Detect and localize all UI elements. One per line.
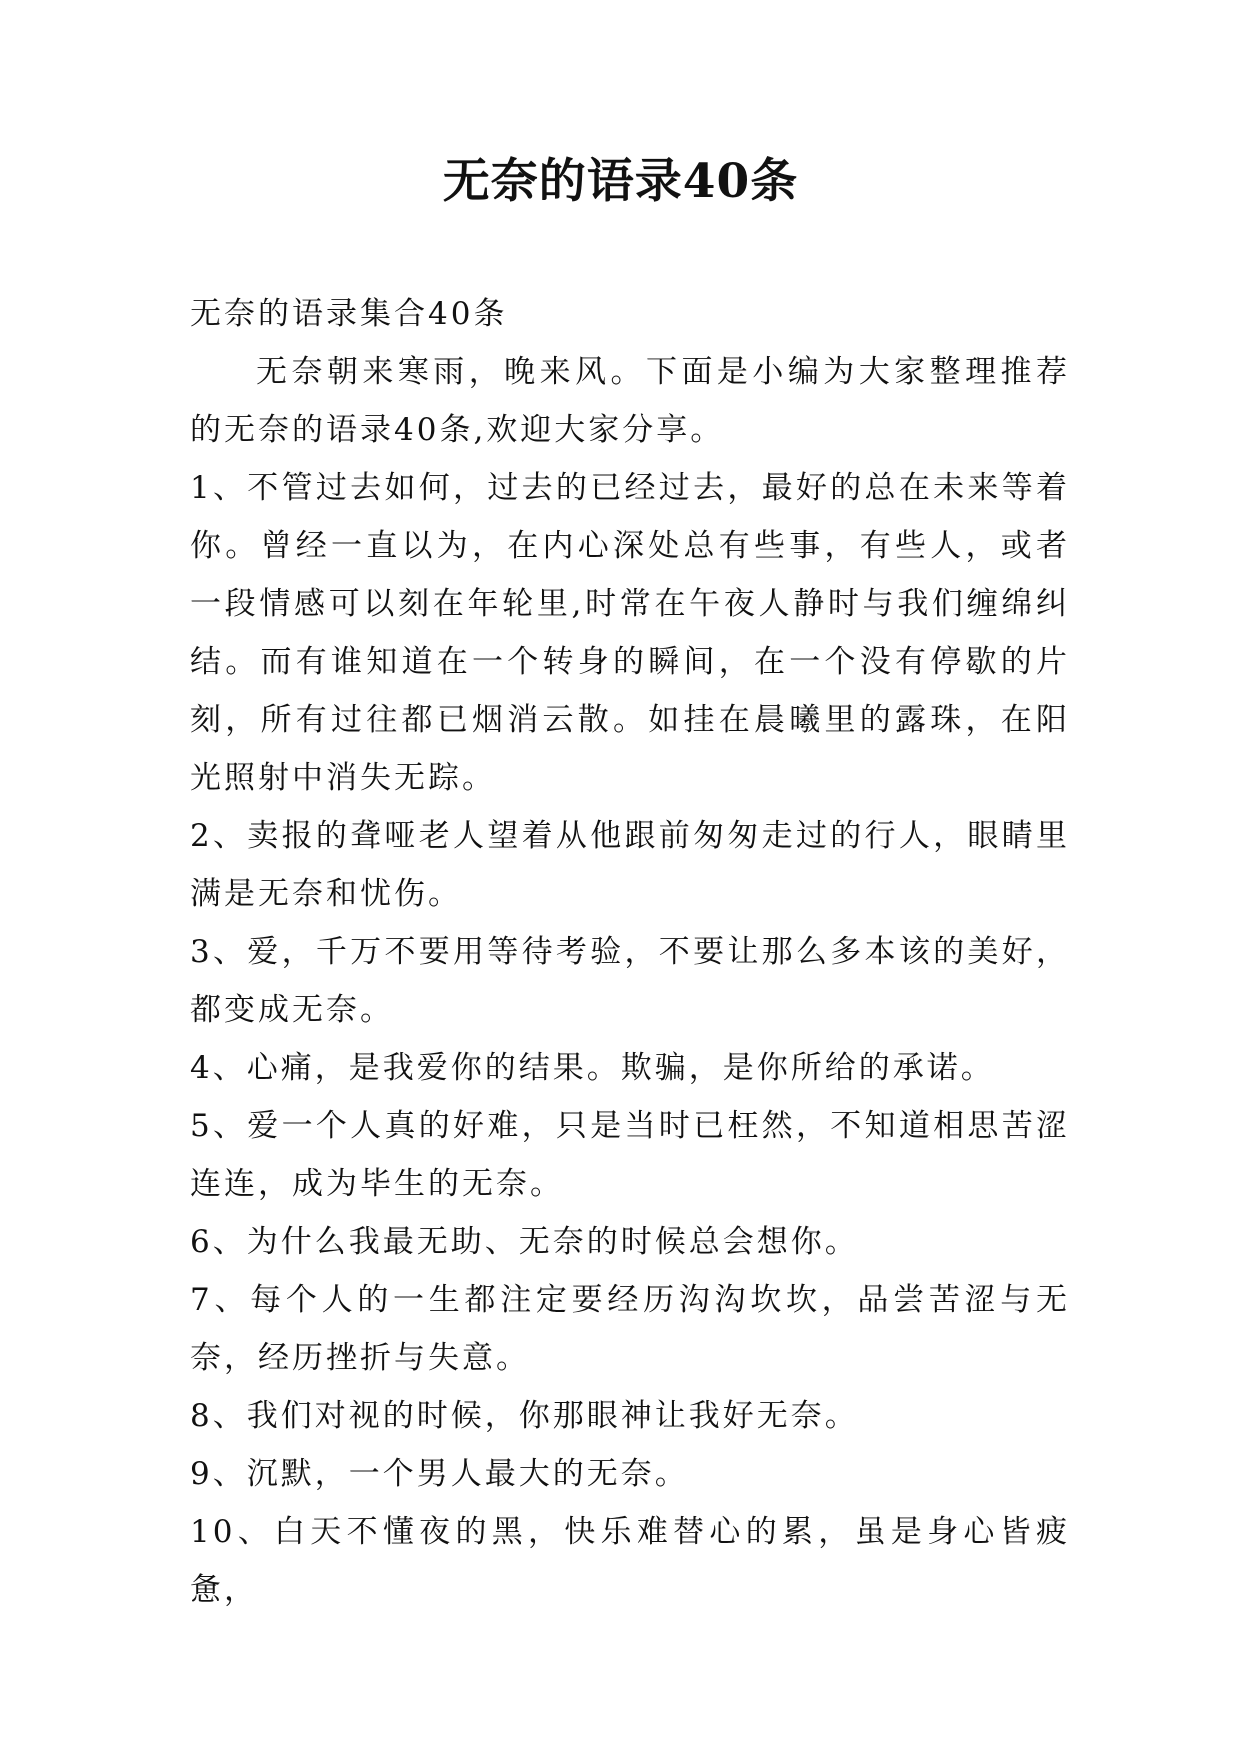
quote-item: 6、为什么我最无助、无奈的时候总会想你。 [190,1224,859,1260]
quote-item: 9、沉默，一个男人最大的无奈。 [190,1456,689,1492]
quote-item: 3、爱，千万不要用等待考验，不要让那么多本该的美好，都变成无奈。 [190,934,1070,1028]
quote-item: 5、爱一个人真的好难，只是当时已枉然，不知道相思苦涩连连，成为毕生的无奈。 [190,1108,1070,1202]
document-subtitle: 无奈的语录集合40条 [190,296,508,332]
quote-item: 8、我们对视的时候，你那眼神让我好无奈。 [190,1398,859,1434]
quote-item: 10、白天不懂夜的黑，快乐难替心的累，虽是身心皆疲惫， [190,1514,1070,1608]
quote-item: 4、心痛，是我爱你的结果。欺骗，是你所给的承诺。 [190,1050,995,1086]
quote-item: 7、每个人的一生都注定要经历沟沟坎坎，品尝苦涩与无奈，经历挫折与失意。 [190,1282,1070,1376]
document-body [190,285,1070,1619]
document-title: 无奈的语录40条 [442,154,799,209]
intro-paragraph: 无奈朝来寒雨，晚来风。下面是小编为大家整理推荐的无奈的语录40条,欢迎大家分享。 [190,354,1070,448]
quote-item: 1、不管过去如何，过去的已经过去，最好的总在未来等着你。曾经一直以为，在内心深处总有些事，有些人，或者一段情感可以刻在年轮里,时常在午夜人静时与我们缠绵纠结。而有谁知道在一个转身的瞬间，在一个没有停歇的片刻，所有过往都已烟消云散。如挂在晨曦里的露珠，在阳光照射中消失无踪。 [190,470,1070,796]
quote-item: 2、卖报的聋哑老人望着从他跟前匆匆走过的行人，眼睛里满是无奈和忧伤。 [190,818,1070,912]
